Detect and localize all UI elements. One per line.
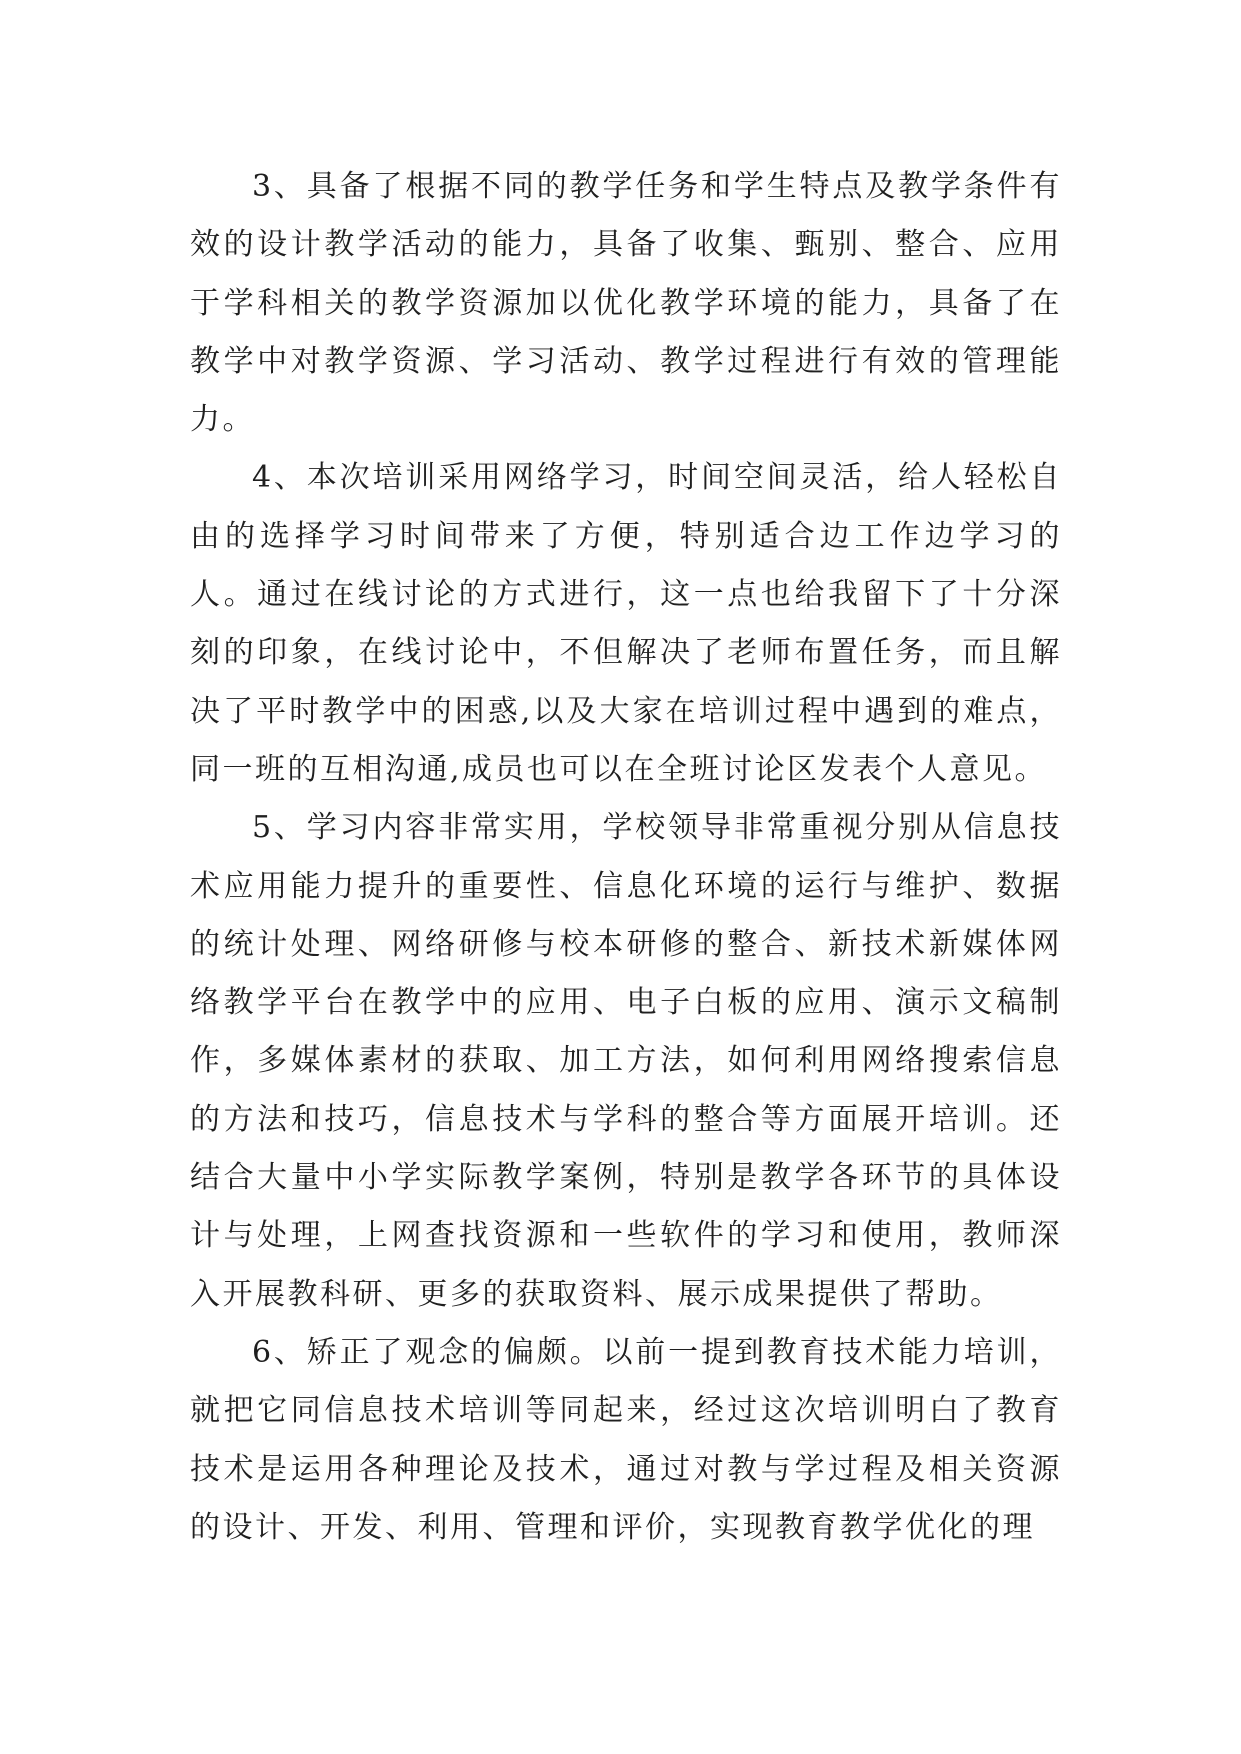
paragraph-4: 4、本次培训采用网络学习，时间空间灵活，给人轻松自由的选择学习时间带来了方便，特别适合边工作边学习的人。通过在线讨论的方式进行，这一点也给我留下了十分深刻的印象，在线讨论中，不但解决了老师布置任务，而且解决了平时教学中的困惑,以及大家在培训过程中遇到的难点，同一班的互相沟通,成员也可以在全班讨论区发表个人意见。 bbox=[190, 460, 1062, 787]
paragraph-5: 5、学习内容非常实用，学校领导非常重视分别从信息技术应用能力提升的重要性、信息化环境的运行与维护、数据的统计处理、网络研修与校本研修的整合、新技术新媒体网络教学平台在教学中的应用、电子白板的应用、演示文稿制作，多媒体素材的获取、加工方法，如何利用网络搜索信息的方法和技巧，信息技术与学科的整合等方面展开培训。还结合大量中小学实际教学案例，特别是教学各环节的具体设计与处理，上网查找资源和一些软件的学习和使用，教师深入开展教科研、更多的获取资料、展示成果提供了帮助。 bbox=[190, 810, 1062, 1312]
paragraph-6: 6、矫正了观念的偏颇。以前一提到教育技术能力培训，就把它同信息技术培训等同起来，经过这次培训明白了教育技术是运用各种理论及技术，通过对教与学过程及相关资源的设计、开发、利用、管理和评价，实现教育教学优化的理 bbox=[190, 1334, 1062, 1545]
paragraph-3: 3、具备了根据不同的教学任务和学生特点及教学条件有效的设计教学活动的能力，具备了收集、甄别、整合、应用于学科相关的教学资源加以优化教学环境的能力，具备了在教学中对教学资源、学习活动、教学过程进行有效的管理能力。 bbox=[190, 169, 1062, 438]
document-body bbox=[190, 158, 1062, 1557]
